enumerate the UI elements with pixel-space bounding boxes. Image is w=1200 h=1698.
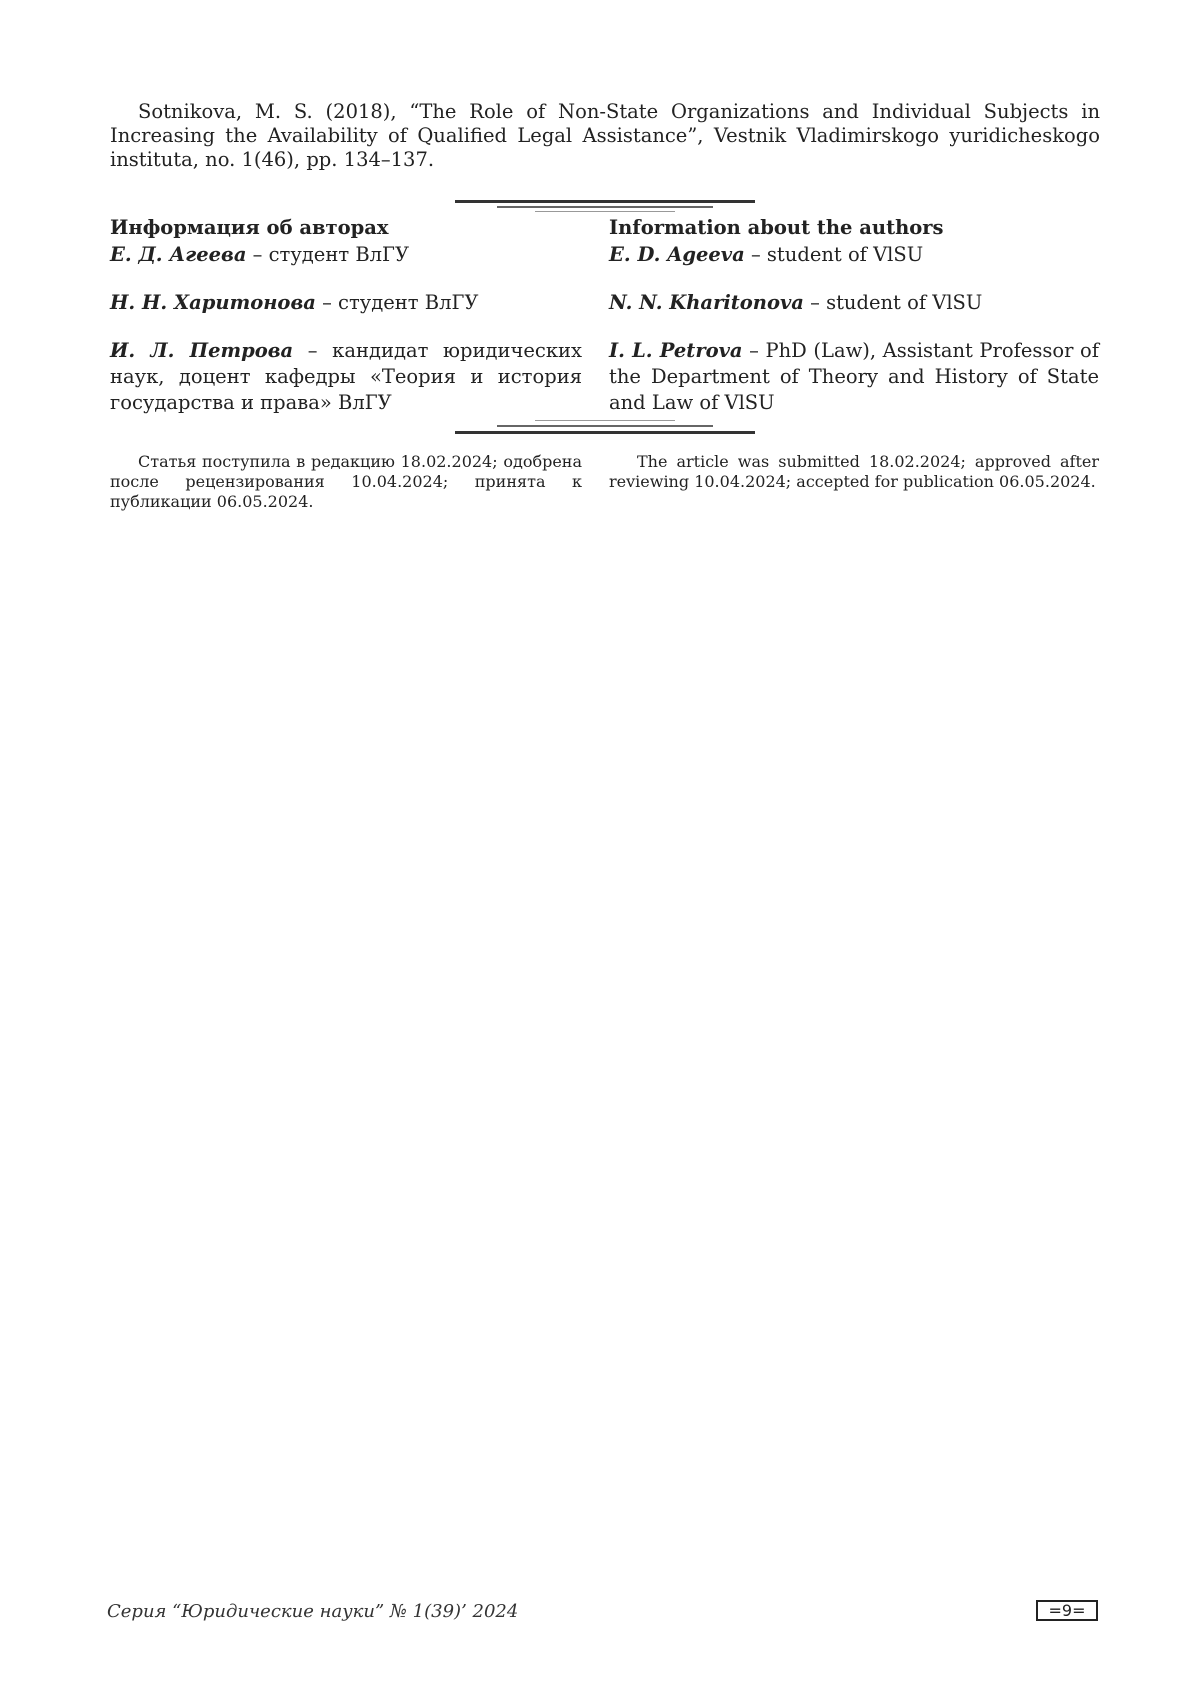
author-name: E. D. Ageeva (609, 243, 745, 266)
authors-info-english (609, 216, 1099, 416)
section-divider-top (455, 200, 755, 216)
authors-heading-en: Information about the authors (609, 216, 944, 239)
author-description: – student of VlSU (803, 291, 983, 314)
reference-entry: Sotnikova, M. S. (2018), “The Role of Non-State Organizations and Individual Subjects in Increasing the Availability of Qualified Legal Assistance”, Vestnik Vladimirskogo yuridicheskogo instituta, no. 1(46), pp. 134–137. (110, 100, 1100, 171)
author-name: И. Л. Петрова (110, 339, 294, 362)
author-entry (110, 290, 582, 316)
author-description: – студент ВлГУ (246, 243, 410, 266)
author-name: Е. Д. Агеева (110, 243, 247, 266)
author-entry (609, 290, 1099, 316)
authors-heading-ru: Информация об авторах (110, 216, 389, 239)
author-description: – student of VlSU (744, 243, 924, 266)
section-divider-bottom (455, 418, 755, 434)
author-description: – кандидат юридических наук, доцент кафедры «Теория и история государства и права» ВлГУ (110, 339, 583, 414)
author-name: Н. Н. Харитонова (110, 291, 316, 314)
author-description: – студент ВлГУ (315, 291, 479, 314)
submission-note-en: The article was submitted 18.02.2024; approved after reviewing 10.04.2024; accepted for publication 06.05.2024. (609, 452, 1099, 491)
author-entry (110, 338, 582, 416)
submission-note-ru: Статья поступила в редакцию 18.02.2024; одобрена после рецензирования 10.04.2024; принята к публикации 06.05.2024. (110, 452, 582, 511)
authors-info-russian (110, 216, 582, 416)
author-entry (609, 338, 1099, 416)
author-name: N. N. Kharitonova (609, 291, 804, 314)
author-name: I. L. Petrova (609, 339, 743, 362)
author-description: – PhD (Law), Assistant Professor of the Department of Theory and History of State and Law of VlSU (609, 339, 1099, 414)
author-entry (110, 242, 582, 268)
journal-series-footer: Серия “Юридические науки” № 1(39)’ 2024 (107, 1601, 519, 1622)
author-entry (609, 242, 1099, 268)
page-number: =9= (1036, 1600, 1098, 1621)
